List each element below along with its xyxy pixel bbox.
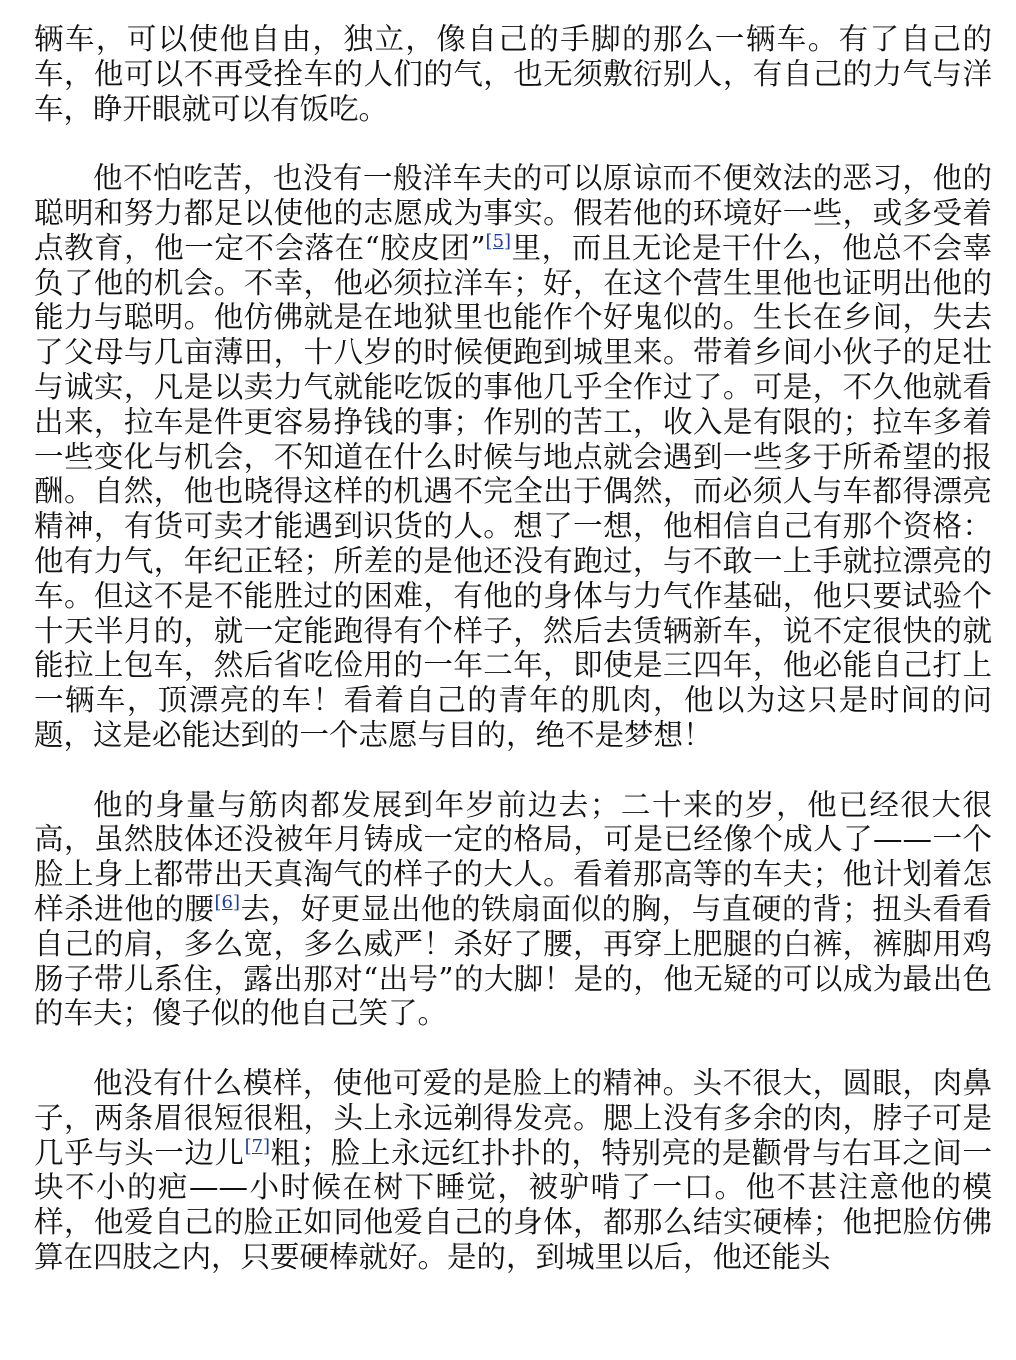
footnote-link-7[interactable]: [7]	[244, 1135, 271, 1157]
text-segment: 他没有什么模样，使他可爱的是脸上的精神。头不很大，圆眼，肉鼻子，两条眉很短很粗，头上永远剃得发亮。腮上没有多余的肉，脖子可是几乎与头一边儿	[34, 1065, 992, 1170]
paragraph-3	[34, 788, 992, 1032]
footnote-link-5[interactable]: [5]	[485, 230, 512, 252]
paragraph-4	[34, 1066, 992, 1275]
text-segment: 去，好更显出他的铁扇面似的胸，与直硬的背；扭头看看自己的肩，多么宽，多么威严！杀好了腰，再穿上肥腿的白裤，裤脚用鸡肠子带儿系住，露出那对“出号”的大脚！是的，他无疑的可以成为最出色的车夫；傻子似的他自己笑了。	[34, 891, 992, 1031]
text-segment: 他不怕吃苦，也没有一般洋车夫的可以原谅而不便效法的恶习，他的聪明和努力都足以使他的志愿成为事实。假若他的环境好一些，或多受着点教育，他一定不会落在“胶皮团”	[34, 161, 992, 265]
paragraph-1	[34, 22, 992, 126]
text-segment: 他的身量与筋肉都发展到年岁前边去；二十来的岁，他已经很大很高，虽然肢体还没被年月铸成一定的格局，可是已经像个成人了——一个脸上身上都带出天真淘气的样子的大人。看着那高等的车夫；他计划着怎样杀进他的腰	[34, 787, 992, 926]
text-segment: 辆车，可以使他自由，独立，像自己的手脚的那么一辆车。有了自己的车，他可以不再受拴车的人们的气，也无须敷衍别人，有自己的力气与洋车，睁开眼就可以有饭吃。	[34, 22, 992, 126]
text-segment: 里，而且无论是干什么，他总不会辜负了他的机会。不幸，他必须拉洋车；好，在这个营生里他也证明出他的能力与聪明。他仿佛就是在地狱里也能作个好鬼似的。生长在乡间，失去了父母与几亩薄田，十八岁的时候便跑到城里来。带着乡间小伙子的足壮与诚实，凡是以卖力气就能吃饭的事他几乎全作过了。可是，不久他就看出来，拉车是件更容易挣钱的事；作别的苦工，收入是有限的；拉车多着一些变化与机会，不知道在什么时候与地点就会遇到一些多于所希望的报酬。自然，他也晓得这样的机遇不完全出于偶然，而必须人与车都得漂亮精神，有货可卖才能遇到识货的人。想了一想，他相信自己有那个资格：他有力气，年纪正轻；所差的是他还没有跑过，与不敢一上手就拉漂亮的车。但这不是不能胜过的困难，有他的身体与力气作基础，他只要试验个十天半月的，就一定能跑得有个样子，然后去赁辆新车，说不定很快的就能拉上包车，然后省吃俭用的一年二年，即使是三四年，他必能自己打上一辆车，顶漂亮的车！看着自己的青年的肌肉，他以为这只是时间的问题，这是必能达到的一个志愿与目的，绝不是梦想！	[34, 230, 992, 752]
paragraph-2	[34, 161, 992, 753]
text-segment: 粗；脸上永远红扑扑的，特别亮的是颧骨与右耳之间一块不小的疤——小时候在树下睡觉，被驴啃了一口。他不甚注意他的模样，他爱自己的脸正如同他爱自己的身体，都那么结实硬棒；他把脸仿佛算在四肢之内，只要硬棒就好。是的，到城里以后，他还能头	[34, 1135, 992, 1274]
document-body	[34, 22, 992, 1309]
footnote-link-6[interactable]: [6]	[214, 891, 240, 913]
